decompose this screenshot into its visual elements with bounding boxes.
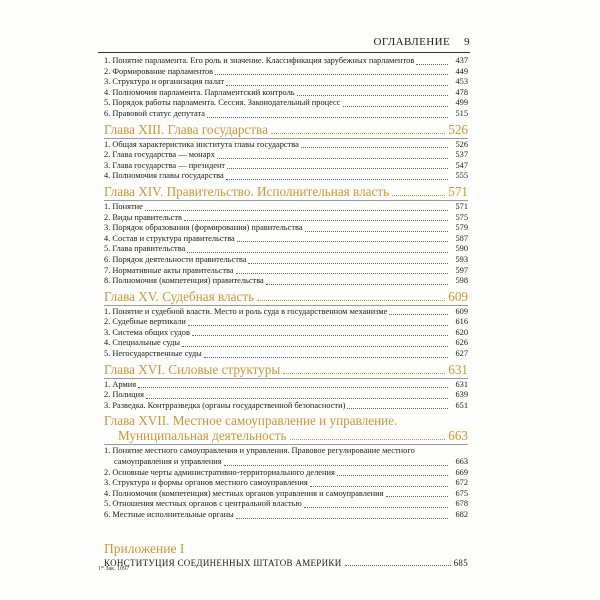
header-rule [98, 52, 470, 53]
chapter-rule [104, 444, 468, 445]
toc-item[interactable]: 1. Понятие парламента. Его роль и значение. Классификация зарубежных парламентов 437 [104, 56, 468, 65]
table-of-contents [104, 56, 468, 568]
toc-item[interactable]: 2. Полиция 639 [104, 390, 468, 400]
header-page-number: 9 [464, 36, 470, 48]
printer-mark: 1* Зак. 1097 [98, 566, 130, 572]
toc-item[interactable]: 2. Формирование парламентов 449 [104, 66, 468, 76]
toc-item[interactable]: 3. Структура и организация палат 453 [104, 77, 468, 87]
toc-item[interactable]: 5. Порядок работы парламента. Сессия. Законодательный процесс 499 [104, 98, 468, 108]
toc-item[interactable]: 3. Разведка. Контрразведка (органы государственной безопасности) 651 [104, 400, 468, 410]
chapter-rule [104, 138, 468, 139]
toc-item[interactable]: 8. Полномочия (компетенция) правительства 598 [104, 276, 468, 286]
toc-item[interactable]: 4. Специальные суды 626 [104, 338, 468, 348]
toc-item[interactable]: 3. Порядок образования (формирования) правительства 579 [104, 223, 468, 233]
toc-item[interactable]: 5. Негосударственные суды 627 [104, 349, 468, 359]
chapter-rule [104, 200, 468, 201]
chapter-heading-xvi[interactable]: Глава XVI. Силовые структуры 631 [104, 361, 468, 377]
toc-item[interactable]: 3. Система общих судов 620 [104, 327, 468, 337]
toc-item[interactable]: 6. Правовой статус депутата 515 [104, 108, 468, 118]
toc-item[interactable]: 2. Виды правительств 575 [104, 212, 468, 222]
appendix-title[interactable]: Приложение I [104, 540, 185, 556]
toc-item[interactable]: 4. Полномочия (компетенция) местных органов управления и самоуправления 675 [104, 488, 468, 498]
chapter-heading-xv[interactable]: Глава XV. Судебная власть 609 [104, 288, 468, 304]
toc-item[interactable]: 3. Глава государства — президент 547 [104, 160, 468, 170]
toc-item[interactable]: 6. Порядок деятельности правительства 593 [104, 254, 468, 264]
toc-item[interactable]: 4. Полномочия парламента. Парламентский контроль 478 [104, 87, 468, 97]
toc-item[interactable]: 7. Нормативные акты правительства 597 [104, 265, 468, 275]
chapter-rule [104, 378, 468, 379]
toc-item[interactable]: 1. Армия 631 [104, 379, 468, 389]
toc-item[interactable]: 6. Местные исполнительные органы 682 [104, 510, 468, 519]
toc-item[interactable]: 1. Понятие и судебной власти. Место и роль суда в государственном механизме 609 [104, 306, 468, 316]
chapter-rule [104, 305, 468, 306]
toc-item[interactable]: 2. Основные черты административно-территориального деления 669 [104, 467, 468, 477]
toc-item[interactable]: 4. Состав и структура правительства 587 [104, 233, 468, 243]
toc-item[interactable]: 1. Понятие 571 [104, 201, 468, 211]
toc-item[interactable]: 4. Полномочия главы государства 555 [104, 171, 468, 181]
toc-item[interactable]: 5. Глава правительства 590 [104, 244, 468, 254]
appendix-item[interactable]: КОНСТИТУЦИЯ СОЕДИНЕННЫХ ШТАТОВ АМЕРИКИ 685 [104, 557, 468, 568]
header-title: ОГЛАВЛЕНИЕ [373, 36, 451, 48]
toc-item[interactable]: 1. Общая характеристика института главы государства 526 [104, 139, 468, 149]
toc-item[interactable]: 1. Понятие местного самоуправления и управления. Правовое регулирование местного самоуправления и управления 663 [104, 446, 468, 467]
chapter-heading-xiii[interactable]: Глава XIII. Глава государства 526 [104, 121, 468, 137]
toc-item[interactable]: 2. Судебные вертикали 616 [104, 317, 468, 327]
toc-item[interactable]: 5. Отношения местных органов с центральной властью 678 [104, 499, 468, 509]
chapter-heading-xiv[interactable]: Глава XIV. Правительство. Исполнительная власть 571 [104, 183, 468, 199]
toc-item[interactable]: 2. Глава государства — монарх 537 [104, 150, 468, 160]
running-header [98, 36, 470, 50]
chapter-heading-xvii[interactable]: Глава XVII. Местное самоуправление и управление. Муниципальная деятельность 663 [104, 413, 468, 444]
toc-item[interactable]: 3. Структура и формы органов местного самоуправления 672 [104, 478, 468, 488]
